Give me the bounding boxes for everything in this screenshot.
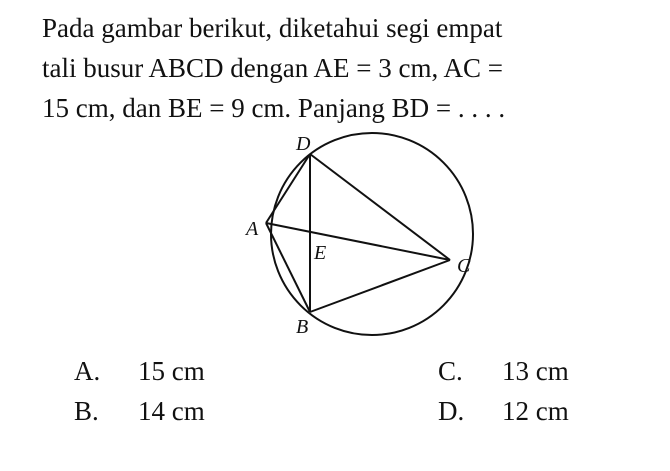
diagonal-ac: [266, 223, 450, 260]
chord-ba: [266, 223, 310, 312]
option-b-value: 14 cm: [138, 396, 205, 426]
label-point-a: A: [246, 218, 259, 240]
option-a-value: 15 cm: [138, 356, 205, 386]
option-c-value: 13 cm: [502, 356, 569, 386]
option-d-letter: D.: [438, 396, 465, 426]
question-line-1: Pada gambar berikut, diketahui segi empat: [42, 13, 503, 43]
chord-dc: [310, 154, 450, 260]
question-text: [42, 8, 620, 128]
label-point-b: B: [296, 316, 309, 338]
option-a[interactable]: [74, 356, 205, 387]
option-a-letter: A.: [74, 356, 101, 386]
chord-ad: [266, 154, 310, 223]
question-line-2: tali busur ABCD dengan AE = 3 cm, AC =: [42, 53, 503, 83]
label-point-d: D: [296, 133, 311, 155]
option-b[interactable]: [74, 396, 205, 427]
label-point-c: C: [457, 255, 471, 277]
geometry-figure: [210, 128, 500, 343]
option-c[interactable]: [438, 356, 569, 387]
question-line-3: 15 cm, dan BE = 9 cm. Panjang BD = . . . .: [42, 93, 506, 123]
option-c-letter: C.: [438, 356, 463, 386]
label-point-e: E: [314, 242, 327, 264]
option-d-value: 12 cm: [502, 396, 569, 426]
circle: [271, 133, 473, 335]
option-d[interactable]: [438, 396, 569, 427]
option-b-letter: B.: [74, 396, 99, 426]
chord-cb: [310, 260, 450, 312]
